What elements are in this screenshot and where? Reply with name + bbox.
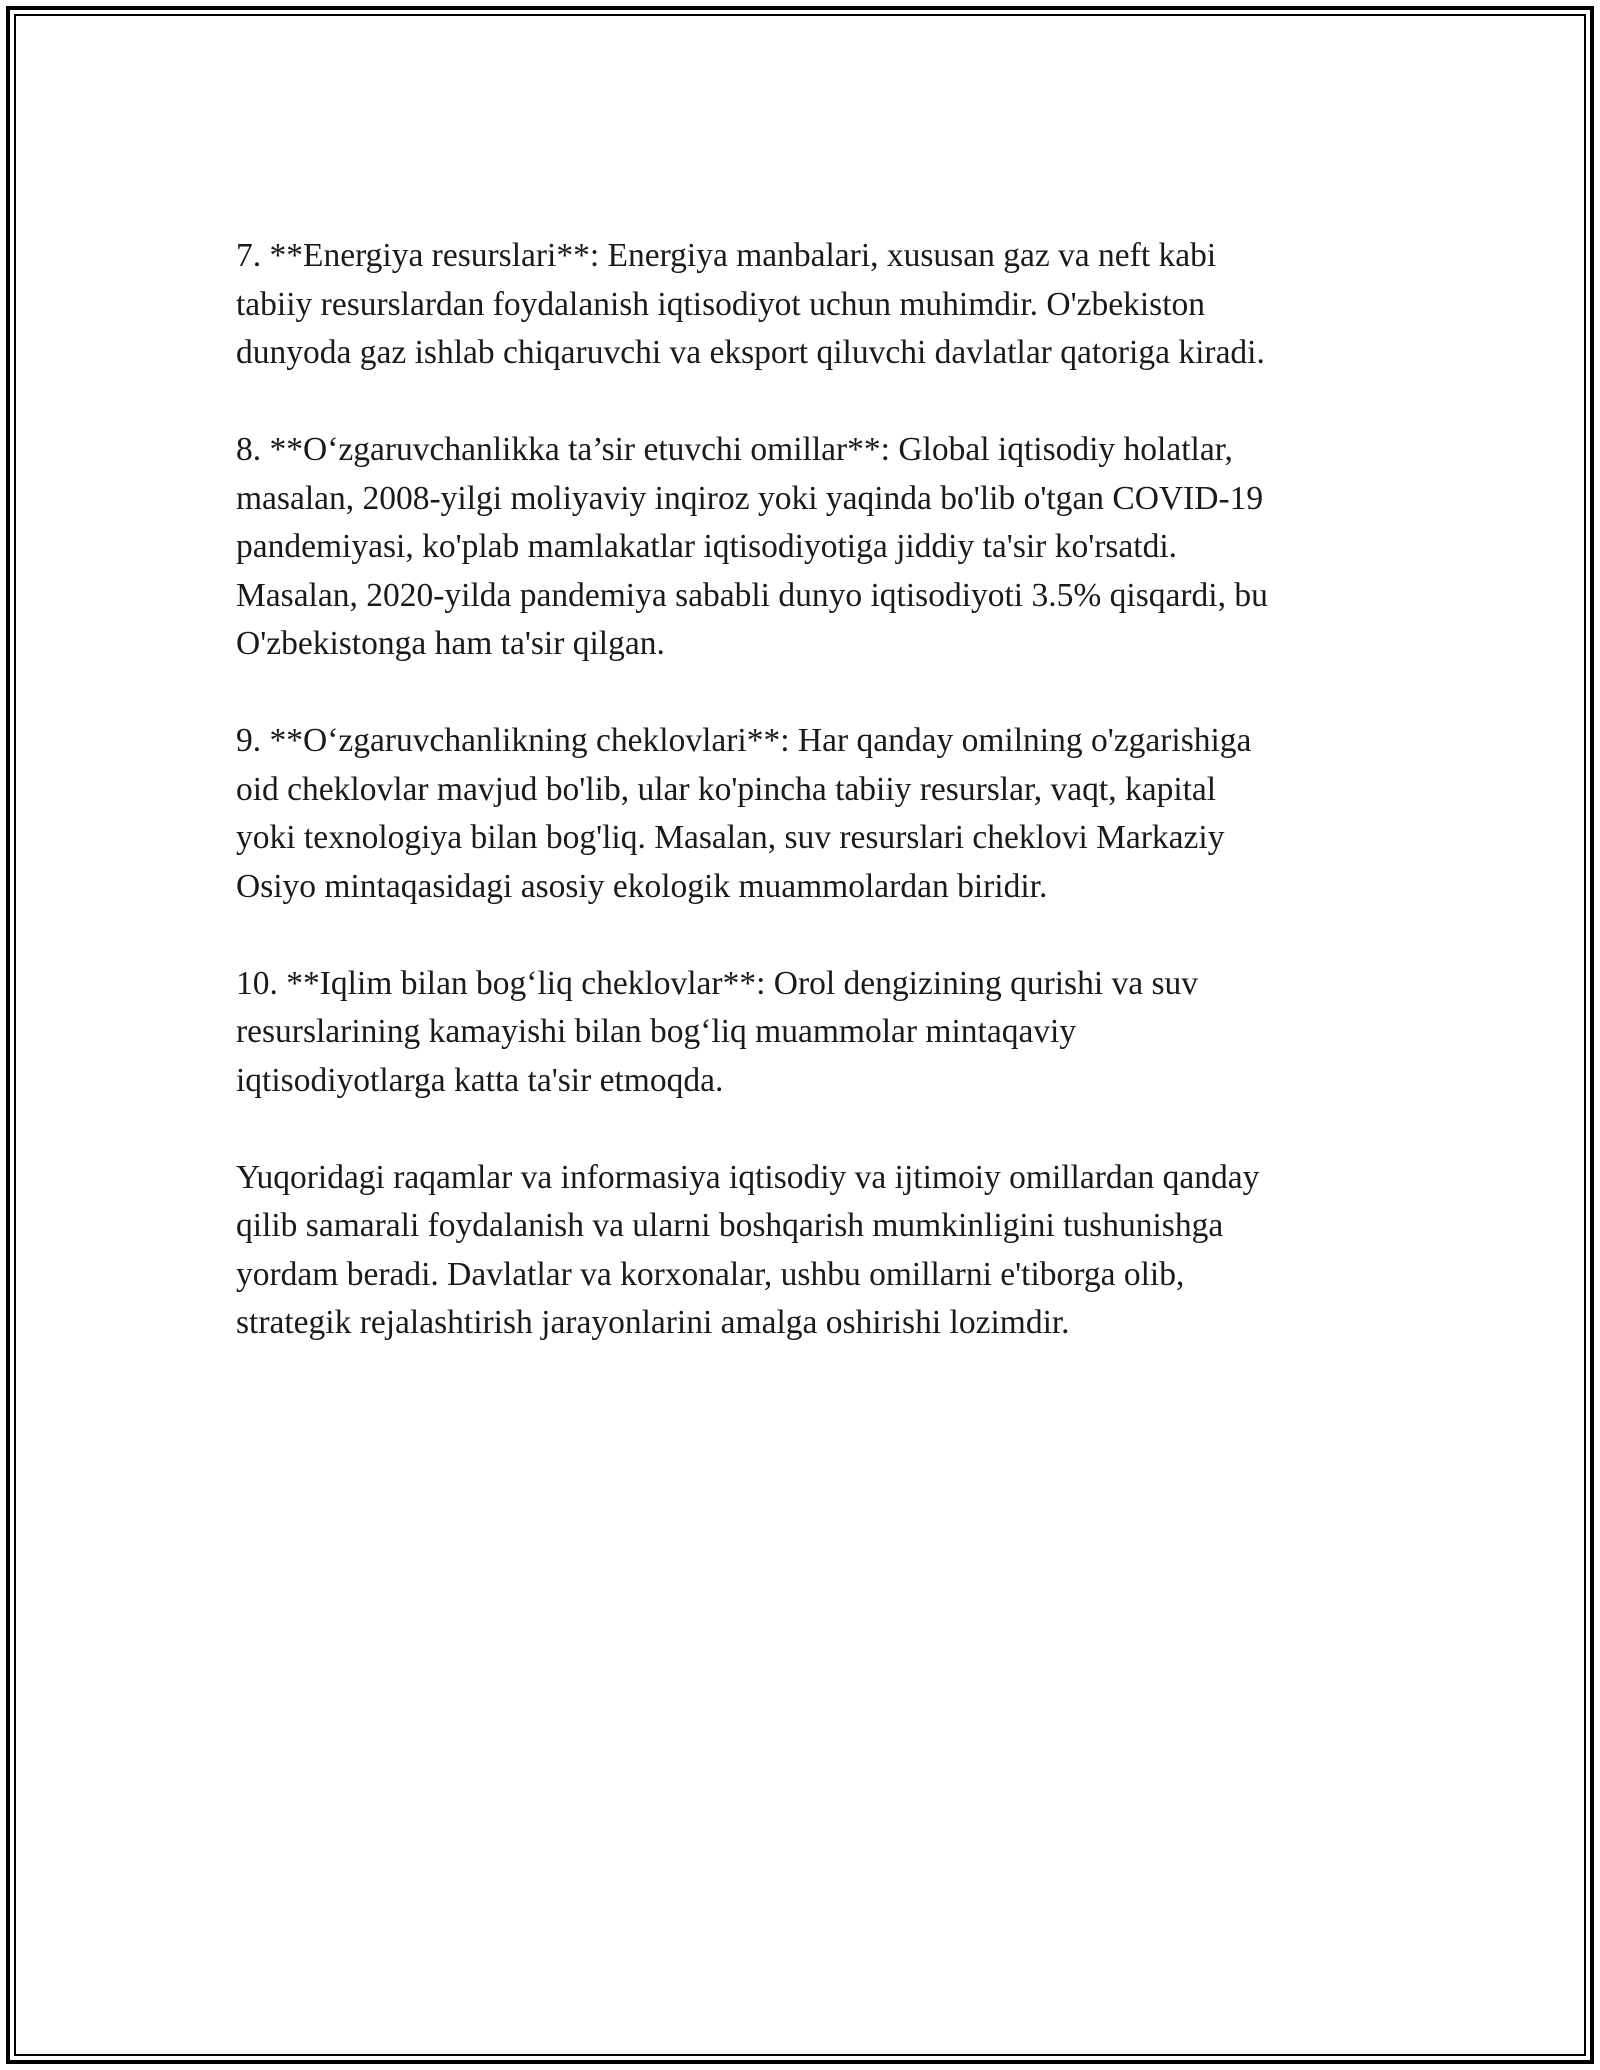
text-line: strategik rejalashtirish jarayonlarini amalga oshirishi lozimdir.	[236, 1304, 1070, 1341]
paragraph-variability-factors	[236, 426, 1386, 669]
text-line: Osiyo mintaqasidagi asosiy ekologik muammolardan biridir.	[236, 867, 1048, 905]
paragraph-energy-resources	[236, 232, 1386, 378]
text-line: resurslarining kamayishi bilan bog‘liq muammolar mintaqaviy	[236, 1013, 1077, 1050]
text-line: Yuqoridagi raqamlar va informasiya iqtisodiy va ijtimoiy omillardan qanday	[236, 1158, 1260, 1196]
text-line: pandemiyasi, ko'plab mamlakatlar iqtisodiyotiga jiddiy ta'sir ko'rsatdi.	[236, 528, 1178, 565]
text-line: 7. **Energiya resurslari**: Energiya manbalari, xususan gaz va neft kabi	[236, 237, 1217, 274]
paragraph-conclusion	[236, 1154, 1386, 1348]
text-line: yoki texnologiya bilan bog'liq. Masalan, suv resurslari cheklovi Markaziy	[236, 819, 1225, 856]
text-line: 10. **Iqlim bilan bog‘liq cheklovlar**: Orol dengizining qurishi va suv	[236, 964, 1199, 1002]
text-line: masalan, 2008-yilgi moliyaviy inqiroz yoki yaqinda bo'lib o'tgan COVID-19	[236, 479, 1264, 517]
paragraph-variability-limits	[236, 717, 1386, 911]
text-line: O'zbekistonga ham ta'sir qilgan.	[236, 625, 665, 662]
document-body	[236, 232, 1386, 1396]
text-line: yordam beradi. Davlatlar va korxonalar, ushbu omillarni e'tiborga olib,	[236, 1255, 1185, 1293]
text-line: tabiiy resurslardan foydalanish iqtisodiyot uchun muhimdir. O'zbekiston	[236, 285, 1206, 323]
paragraph-climate-limits	[236, 960, 1386, 1106]
text-line: oid cheklovlar mavjud bo'lib, ular ko'pincha tabiiy resurslar, vaqt, kapital	[236, 770, 1217, 808]
text-line: qilib samarali foydalanish va ularni boshqarish mumkinligini tushunishga	[236, 1207, 1224, 1244]
text-line: iqtisodiyotlarga katta ta'sir etmoqda.	[236, 1061, 724, 1099]
text-line: dunyoda gaz ishlab chiqaruvchi va eksport qiluvchi davlatlar qatoriga kiradi.	[236, 334, 1265, 371]
text-line: 9. **O‘zgaruvchanlikning cheklovlari**: Har qanday omilning o'zgarishiga	[236, 722, 1252, 759]
text-line: Masalan, 2020-yilda pandemiya sababli dunyo iqtisodiyoti 3.5% qisqardi, bu	[236, 576, 1268, 614]
text-line: 8. **O‘zgaruvchanlikka ta’sir etuvchi omillar**: Global iqtisodiy holatlar,	[236, 431, 1233, 468]
